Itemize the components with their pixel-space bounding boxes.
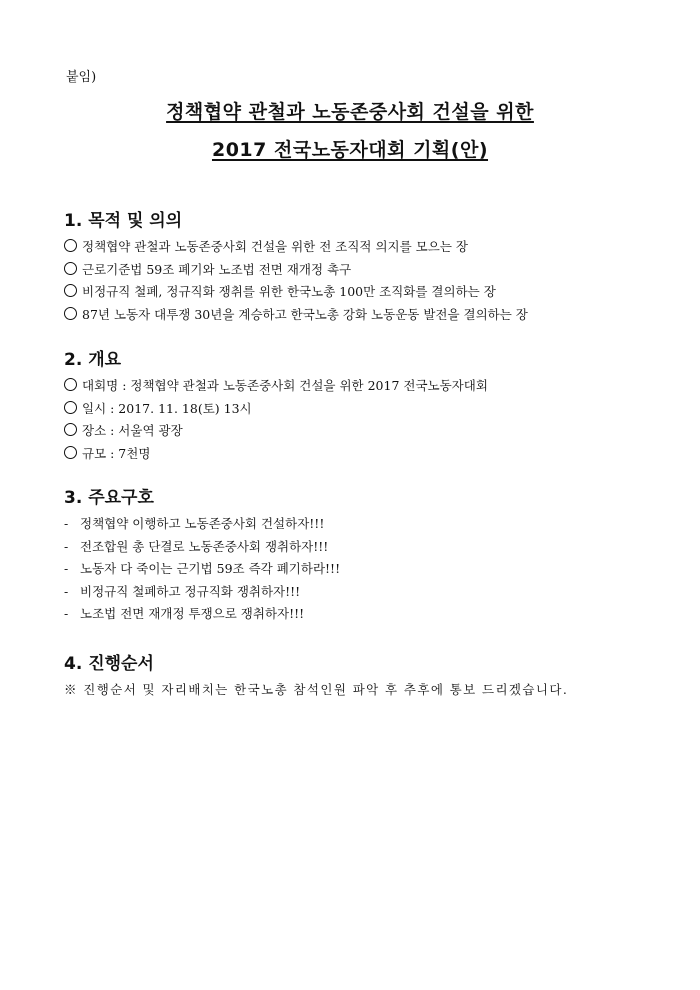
list-item-text: 대회명 : 정책협약 관철과 노동존중사회 건설을 위한 2017 전국노동자대회 <box>82 378 488 393</box>
circle-bullet-icon <box>64 262 77 275</box>
list-item <box>64 603 664 626</box>
section-heading: 4. 진행순서 <box>64 654 154 674</box>
list-item-text: 규모 : 7천명 <box>82 445 151 461</box>
list-item <box>64 420 664 443</box>
dash-bullet-icon: - <box>64 583 69 599</box>
list-item-text: 비정규직 철폐, 정규직화 쟁취를 위한 한국노총 100만 조직화를 결의하는 장 <box>82 284 496 299</box>
circle-bullet-icon <box>64 423 77 436</box>
list-item <box>64 304 664 327</box>
section-purpose <box>64 207 664 326</box>
list-item-text: 일시 : 2017. 11. 18(토) 13시 <box>82 400 252 416</box>
section-slogans <box>64 484 664 626</box>
circle-bullet-icon <box>64 401 77 414</box>
dash-bullet-icon: - <box>64 516 69 531</box>
section-program-order <box>64 650 664 701</box>
dash-bullet-icon: - <box>64 538 69 554</box>
list-item-text: 정책협약 이행하고 노동존중사회 건설하자!!! <box>80 516 325 531</box>
circle-bullet-icon <box>64 284 77 297</box>
list-item <box>64 259 664 282</box>
section-heading: 3. 주요구호 <box>64 488 154 508</box>
section-heading: 1. 목적 및 의의 <box>64 211 183 231</box>
list-item-text: 근로기준법 59조 폐기와 노조법 전면 재개정 촉구 <box>82 261 352 277</box>
list-item-text: 비정규직 철폐하고 정규직화 쟁취하자!!! <box>80 583 301 599</box>
list-item-text: 노동자 다 죽이는 근기법 59조 즉각 폐기하라!!! <box>80 561 341 576</box>
title-line-1-text: 정책협약 관철과 노동존중사회 건설을 위한 <box>166 101 534 123</box>
dash-bullet-icon: - <box>64 561 69 576</box>
list-item-text: 전조합원 총 단결로 노동존중사회 쟁취하자!!! <box>80 538 329 554</box>
list-item <box>64 281 664 304</box>
document-title-line-2 <box>0 135 700 162</box>
note-text: ※ 진행순서 및 자리배치는 한국노총 참석인원 파악 후 추후에 통보 드리겠습니다. <box>64 682 569 697</box>
list-item <box>64 443 664 466</box>
attachment-label: 붙임) <box>66 70 97 85</box>
section-heading: 2. 개요 <box>64 350 122 370</box>
list-item <box>64 581 664 604</box>
circle-bullet-icon <box>64 446 77 459</box>
list-item <box>64 513 664 536</box>
list-item <box>64 536 664 559</box>
dash-bullet-icon: - <box>64 606 69 621</box>
circle-bullet-icon <box>64 378 77 391</box>
list-item-text: 노조법 전면 재개정 투쟁으로 쟁취하자!!! <box>80 606 305 621</box>
list-item-text: 87년 노동자 대투쟁 30년을 계승하고 한국노총 강화 노동운동 발전을 결의하는 장 <box>82 306 528 322</box>
section-overview <box>64 346 664 465</box>
list-item-text: 장소 : 서울역 광장 <box>82 423 183 438</box>
list-item <box>64 398 664 421</box>
list-item <box>64 375 664 398</box>
list-item <box>64 558 664 581</box>
list-item-text: 정책협약 관철과 노동존중사회 건설을 위한 전 조직적 의지를 모으는 장 <box>82 239 468 254</box>
circle-bullet-icon <box>64 307 77 320</box>
circle-bullet-icon <box>64 239 77 252</box>
title-line-2-text: 2017 전국노동자대회 기획(안) <box>211 139 489 161</box>
list-item <box>64 236 664 259</box>
document-title-line-1 <box>0 97 700 124</box>
